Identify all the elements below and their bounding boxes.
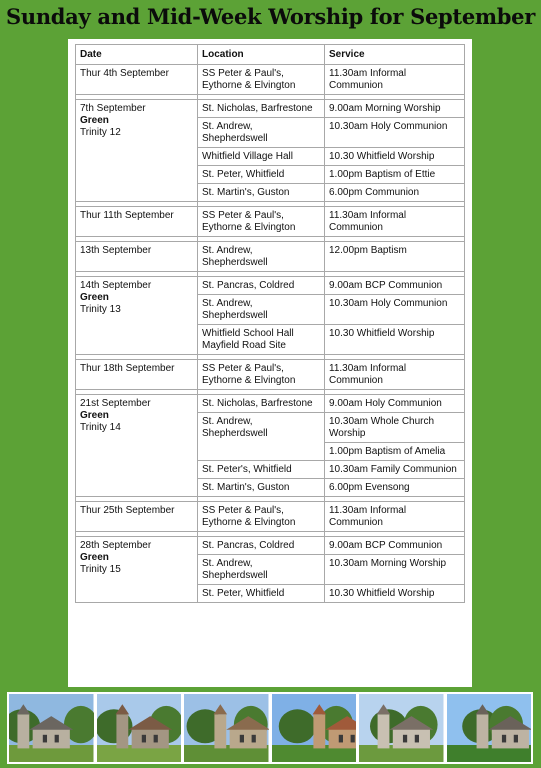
date-cell xyxy=(76,537,198,603)
location-cell: St. Andrew, Shepherdswell xyxy=(198,242,325,272)
church-photo-icon xyxy=(359,694,444,762)
location-cell: Whitfield School Hall Mayfield Road Site xyxy=(198,325,325,355)
service-cell: 11.30am Informal Communion xyxy=(325,502,465,532)
location-cell: St. Martin's, Guston xyxy=(198,184,325,202)
church-photo-icon xyxy=(9,694,94,762)
church-photo xyxy=(359,694,444,762)
date-cell xyxy=(76,65,198,95)
service-cell: 12.00pm Baptism xyxy=(325,242,465,272)
location-cell: St. Andrew, Shepherdswell xyxy=(198,295,325,325)
liturgical-colour: Green xyxy=(80,552,109,563)
location-cell: St. Peter's, Whitfield xyxy=(198,461,325,479)
date-cell xyxy=(76,207,198,237)
church-photo-icon xyxy=(184,694,269,762)
church-photo-icon xyxy=(272,694,357,762)
header-service: Service xyxy=(325,45,465,65)
season-text: Trinity 14 xyxy=(80,422,121,433)
service-cell: 10.30am Whole Church Worship xyxy=(325,413,465,443)
service-cell: 9.00am BCP Communion xyxy=(325,277,465,295)
location-cell: St. Pancras, Coldred xyxy=(198,277,325,295)
date-text: Thur 25th September xyxy=(80,505,175,516)
table-row xyxy=(76,277,465,295)
church-photo xyxy=(9,694,94,762)
service-cell: 10.30am Holy Communion xyxy=(325,295,465,325)
season-text: Trinity 15 xyxy=(80,564,121,575)
table-row xyxy=(76,360,465,390)
location-cell: St. Nicholas, Barfrestone xyxy=(198,395,325,413)
season-text: Trinity 13 xyxy=(80,304,121,315)
church-photo-strip xyxy=(7,692,533,764)
location-cell: St. Pancras, Coldred xyxy=(198,537,325,555)
table-header-row xyxy=(76,45,465,65)
service-cell: 10.30 Whitfield Worship xyxy=(325,325,465,355)
location-cell: St. Peter, Whitfield xyxy=(198,585,325,603)
schedule-sheet xyxy=(68,39,472,687)
table-row xyxy=(76,207,465,237)
location-cell: St. Nicholas, Barfrestone xyxy=(198,100,325,118)
liturgical-colour: Green xyxy=(80,115,109,126)
church-photo xyxy=(272,694,357,762)
date-cell xyxy=(76,277,198,355)
date-cell xyxy=(76,242,198,272)
table-row xyxy=(76,100,465,118)
date-cell xyxy=(76,395,198,497)
page-title: Sunday and Mid-Week Worship for September xyxy=(5,4,536,29)
service-cell: 11.30am Informal Communion xyxy=(325,360,465,390)
service-cell: 10.30am Morning Worship xyxy=(325,555,465,585)
service-cell: 9.00am Holy Communion xyxy=(325,395,465,413)
service-cell: 6.00pm Evensong xyxy=(325,479,465,497)
location-cell: St. Peter, Whitfield xyxy=(198,166,325,184)
service-cell: 9.00am Morning Worship xyxy=(325,100,465,118)
date-text: Thur 4th September xyxy=(80,68,169,79)
date-text: 13th September xyxy=(80,245,152,256)
date-text: 28th September xyxy=(80,540,152,551)
church-photo xyxy=(184,694,269,762)
service-cell: 10.30am Holy Communion xyxy=(325,118,465,148)
liturgical-colour: Green xyxy=(80,410,109,421)
date-text: Thur 18th September xyxy=(80,363,175,374)
service-cell: 10.30 Whitfield Worship xyxy=(325,585,465,603)
location-cell: St. Martin's, Guston xyxy=(198,479,325,497)
date-cell xyxy=(76,360,198,390)
service-cell: 11.30am Informal Communion xyxy=(325,207,465,237)
church-photo-icon xyxy=(447,694,532,762)
location-cell: SS Peter & Paul's, Eythorne & Elvington xyxy=(198,207,325,237)
location-cell: SS Peter & Paul's, Eythorne & Elvington xyxy=(198,65,325,95)
service-cell: 6.00pm Communion xyxy=(325,184,465,202)
date-text: 21st September xyxy=(80,398,151,409)
location-cell: St. Andrew, Shepherdswell xyxy=(198,413,325,461)
location-cell: St. Andrew, Shepherdswell xyxy=(198,118,325,148)
date-text: 7th September xyxy=(80,103,146,114)
worship-schedule-table xyxy=(75,44,465,603)
service-cell: 11.30am Informal Communion xyxy=(325,65,465,95)
service-cell: 1.00pm Baptism of Amelia xyxy=(325,443,465,461)
location-cell: SS Peter & Paul's, Eythorne & Elvington xyxy=(198,502,325,532)
church-photo xyxy=(447,694,532,762)
header-date: Date xyxy=(76,45,198,65)
service-cell: 1.00pm Baptism of Ettie xyxy=(325,166,465,184)
location-cell: Whitfield Village Hall xyxy=(198,148,325,166)
church-photo xyxy=(97,694,182,762)
church-photo-icon xyxy=(97,694,182,762)
header-location: Location xyxy=(198,45,325,65)
location-cell: St. Andrew, Shepherdswell xyxy=(198,555,325,585)
date-text: Thur 11th September xyxy=(80,210,174,221)
date-cell xyxy=(76,100,198,202)
date-cell xyxy=(76,502,198,532)
table-row xyxy=(76,502,465,532)
table-row xyxy=(76,395,465,413)
schedule-body xyxy=(76,65,465,603)
table-row xyxy=(76,537,465,555)
location-cell: SS Peter & Paul's, Eythorne & Elvington xyxy=(198,360,325,390)
table-row xyxy=(76,242,465,272)
table-row xyxy=(76,65,465,95)
season-text: Trinity 12 xyxy=(80,127,121,138)
service-cell: 10.30am Family Communion xyxy=(325,461,465,479)
service-cell: 10.30 Whitfield Worship xyxy=(325,148,465,166)
date-text: 14th September xyxy=(80,280,152,291)
service-cell: 9.00am BCP Communion xyxy=(325,537,465,555)
liturgical-colour: Green xyxy=(80,292,109,303)
